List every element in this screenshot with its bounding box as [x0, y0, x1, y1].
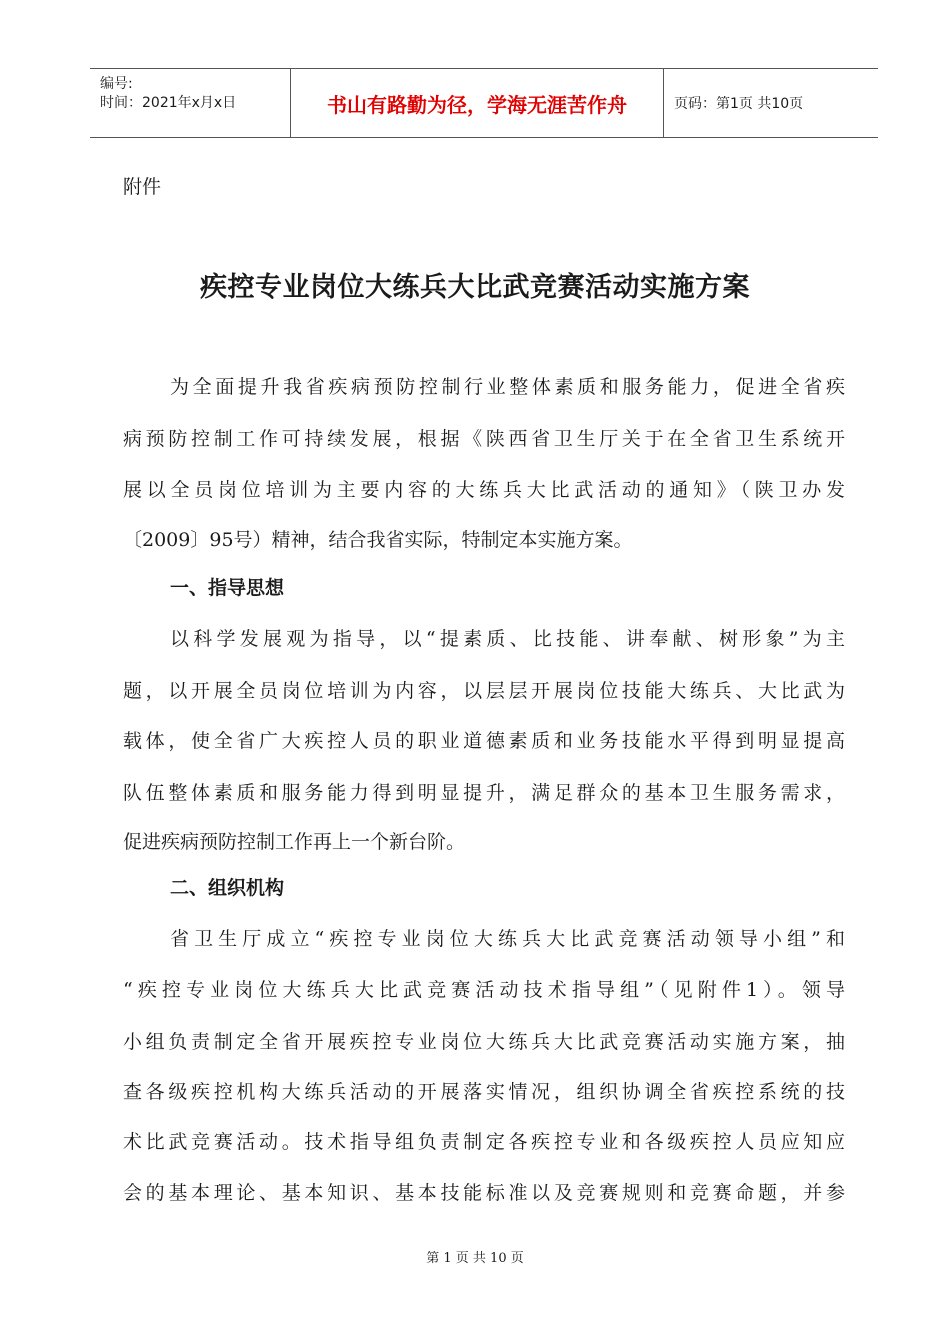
document-title: 疾控专业岗位大练兵大比武竞赛活动实施方案: [200, 272, 750, 303]
intro-line: 〔2009〕95号）精神，结合我省实际，特制定本实施方案。: [123, 529, 633, 551]
section2-line: 省卫生厅成立“疾控专业岗位大练兵大比武竞赛活动领导小组”和: [170, 928, 845, 950]
attachment-label: 附件: [123, 176, 162, 198]
intro-line: 病预防控制工作可持续发展，根据《陕西省卫生厅关于在全省卫生系统开: [123, 428, 845, 450]
section2-line: “疾控专业岗位大练兵大比武竞赛活动技术指导组”（见附件1）。领导: [123, 979, 845, 1001]
section2-line: 会的基本理论、基本知识、基本技能标准以及竞赛规则和竞赛命题，并参: [123, 1182, 845, 1204]
header-page-label: 页码：第1页 共10页: [674, 96, 804, 112]
section1-line: 题，以开展全员岗位培训为内容，以层层开展岗位技能大练兵、大比武为: [123, 680, 845, 702]
document-number-label: 编号:: [100, 76, 133, 92]
intro-line: 为全面提升我省疾病预防控制行业整体素质和服务能力，促进全省疾: [170, 376, 845, 398]
section1-line: 队伍整体素质和服务能力得到明显提升，满足群众的基本卫生服务需求，: [123, 782, 845, 804]
section1-line: 促进疾病预防控制工作再上一个新台阶。: [123, 831, 466, 853]
section2-line: 查各级疾控机构大练兵活动的开展落实情况，组织协调全省疾控系统的技: [123, 1081, 845, 1103]
section1-line: 载体，使全省广大疾控人员的职业道德素质和业务技能水平得到明显提高: [123, 730, 845, 752]
section1-line: 以科学发展观为指导，以“提素质、比技能、讲奉献、树形象”为主: [170, 628, 845, 650]
intro-line: 展以全员岗位培训为主要内容的大练兵大比武活动的通知》（陕卫办发: [123, 479, 845, 501]
section-heading-guiding-ideology: 一、指导思想: [170, 577, 285, 599]
document-time-label: 时间：2021年x月x日: [100, 95, 237, 111]
header-meta: [90, 69, 291, 137]
page-footer: 第 1 页 共 10 页: [426, 1251, 524, 1266]
section2-line: 小组负责制定全省开展疾控专业岗位大练兵大比武竞赛活动实施方案，抽: [123, 1031, 845, 1053]
section-heading-organization: 二、组织机构: [170, 877, 285, 899]
page-header: [90, 68, 878, 138]
section2-line: 术比武竞赛活动。技术指导组负责制定各疾控专业和各级疾控人员应知应: [123, 1131, 845, 1153]
header-motto: 书山有路勤为径，学海无涯苦作舟: [291, 69, 664, 137]
